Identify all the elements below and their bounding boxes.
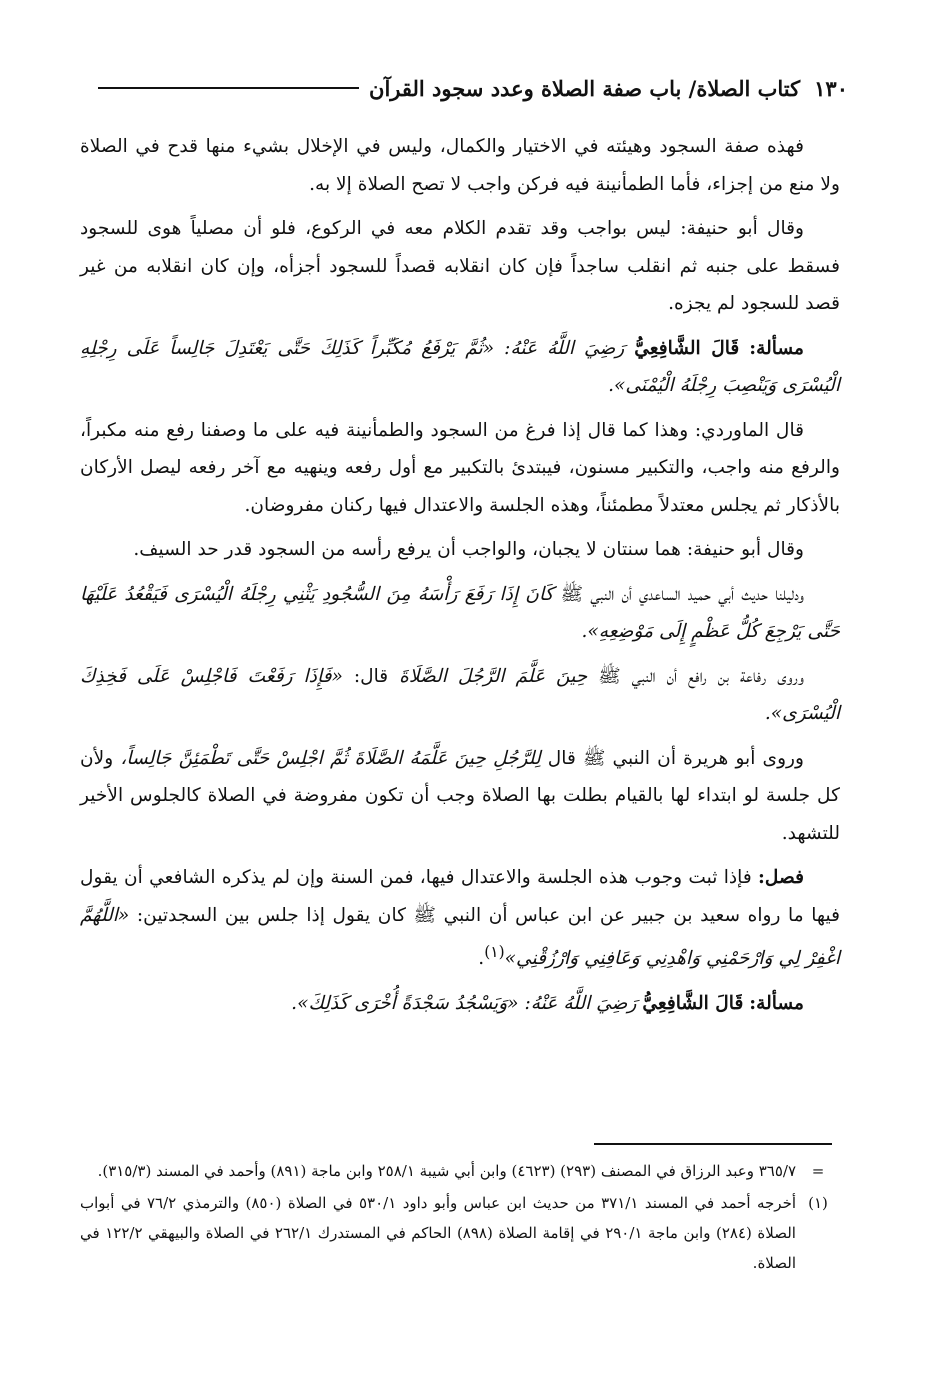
shafii-text: رَضِيَ اللَّهُ عَنْهُ: «ثُمَّ يَرْفَعُ مُكَبِّراً كَذَلِكَ حَتَّى يَعْتَدِلَ جَالِساً عَلَى رِجْلِهِ الْيُسْرَى وَيَنْصِبَ رِجْلَهُ الْيُمْنَى». xyxy=(80,337,840,396)
dua-quote: «اللَّهُمَّ اغْفِرْ لِي وَارْحَمْنِي وَاهْدِنِي وَعَافِنِي وَارْزُقْنِي» xyxy=(80,904,840,970)
footnote-mark: = xyxy=(811,1162,825,1180)
hadith-quote: لِلرَّجُلِ حِينَ عَلَّمَهُ الصَّلَاةَ ثُمَّ اجْلِسْ حَتَّى تَطْمَئِنَّ جَالِساً، xyxy=(120,747,541,769)
footnote-mark: (١) xyxy=(808,1194,828,1212)
shafii-text: رَضِيَ اللَّهُ عَنْهُ: «وَيَسْجُدُ سَجْدَةً أُخْرَى كَذَلِكَ». xyxy=(291,992,637,1014)
hadith-connector: قال: xyxy=(353,665,389,687)
hadith-intro: وروى رفاعة بن رافع أن النبي ﷺ xyxy=(598,665,804,687)
fasl-label: فصل: xyxy=(758,867,804,888)
hadith-quote-2: «فَإِذَا رَفَعْتَ فَاجْلِسْ عَلَى فَخِذِكَ الْيُسْرَى». xyxy=(80,665,840,724)
footnotes xyxy=(80,1156,840,1280)
paragraph-6 xyxy=(80,576,840,651)
hadith-intro: وروى أبو هريرة أن النبي ﷺ قال xyxy=(547,747,805,769)
paragraph-rest: ولأن كل جلسة لو ابتداء لها بالقيام بطلت بها الصلاة وجب أن تكون مفروضة في الصلاة كالجلوس الأخير للتشهد. xyxy=(80,747,840,844)
paragraph-10 xyxy=(80,985,840,1023)
speaker-shafii: قَالَ الشَّافِعِيُّ xyxy=(642,992,744,1014)
speaker-shafii: قَالَ الشَّافِعِيُّ xyxy=(634,337,740,359)
hadith-quote: حِينَ عَلَّمَ الرَّجُلَ الصَّلَاةَ xyxy=(399,665,588,687)
masala-label: مسألة: xyxy=(749,992,804,1014)
paragraph-4: قال الماوردي: وهذا كما قال إذا فرغ من السجود والطمأنينة فيه على ما وصفنا رفع منه مكبراً، والرفع منه واجب، والتكبير مسنون، فيبتدئ بالتكبير مع أول رفعه وينهيه مع آخر رفعه ليصل الأركان بالأذكار ثم يجلس معتدلاً مطمئناً، وهذه الجلسة والاعتدال فيها ركنان مفروضان. xyxy=(80,419,840,516)
running-header xyxy=(88,68,848,108)
paragraph-8 xyxy=(80,740,840,853)
paragraph-7 xyxy=(80,658,840,733)
paragraph-2: وقال أبو حنيفة: ليس بواجب وقد تقدم الكلام معه في الركوع، فلو أن مصلياً هوى للسجود فسقط على جنبه ثم انقلب ساجداً فإن كان انقلابه قصداً للسجود أجزأه، وإن كان انقلابه من غير قصد للسجود لم يجزه. xyxy=(80,218,840,314)
page-number: ١٣٠ xyxy=(814,75,848,101)
masala-label: مسألة: xyxy=(749,337,804,359)
footnote-rule xyxy=(594,1143,832,1145)
footnote-continuation xyxy=(80,1156,840,1186)
hadith-intro: ودليلنا حديث أبي حميد الساعدي أن النبي ﷺ xyxy=(560,583,804,605)
fasl-text: فإذا ثبت وجوب هذه الجلسة والاعتدال فيها، فمن السنة وإن لم يذكره الشافعي أن يقول فيها ما رواه سعيد بن جبير عن ابن عباس أن النبي ﷺ كان يقول إذا جلس بين السجدتين: xyxy=(80,867,841,926)
paragraph-5: وقال أبو حنيفة: هما سنتان لا يجبان، والواجب أن يرفع رأسه من السجود قدر حد السيف. xyxy=(133,539,804,560)
footnote-text: أخرجه أحمد في المسند ٣٧١/١ من حديث ابن عباس وأبو داود ٥٣٠/١ في الصلاة (٨٥٠) والترمذي ٧٦/٢ في أبواب الصلاة (٢٨٤) وابن ماجة ٢٩٠/١ في إقامة الصلاة (٨٩٨) الحاكم في المستدرك ٢٦٢/١ في الصلاة والبيهقي ١٢٢/٢ في الصلاة. xyxy=(80,1194,797,1272)
chapter-title: كتاب الصلاة/ باب صفة الصلاة وعدد سجود القرآن xyxy=(369,75,801,101)
header-rule xyxy=(98,87,359,89)
hadith-quote: كَانَ إِذَا رَفَعَ رَأْسَهُ مِنَ السُّجُودِ يَثْنِي رِجْلَهُ الْيُسْرَى فَيَقْعُدُ عَلَيْهَا حَتَّى يَرْجِعَ كُلُّ عَظْمٍ إِلَى مَوْضِعِهِ». xyxy=(80,583,840,642)
main-text xyxy=(80,128,840,1029)
paragraph-9: فصل: فإذا ثبت وجوب هذه الجلسة والاعتدال فيها، فمن السنة وإن لم يذكره الشافعي أن يقول فيها ما رواه سعيد بن جبير عن ابن عباس أن النبي ﷺ كان يقول إذا جلس بين السجدتين: «اللَّهُمَّ اغْفِرْ لِي وَارْحَمْنِي وَاهْدِنِي وَعَافِنِي وَارْزُقْنِي»$^{(١)}$. xyxy=(80,867,841,970)
paragraph-3 xyxy=(80,330,840,405)
footnote-text: ٣٦٥/٧ وعبد الرزاق في المصنف (٢٩٣) (٤٦٢٣) وابن أبي شيبة ٢٥٨/١ وابن ماجة (٨٩١) وأحمد في المسند (٣١٥/٣). xyxy=(97,1162,796,1180)
footnote-1 xyxy=(80,1188,840,1278)
paragraph-1: فهذه صفة السجود وهيئته في الاختيار والكمال، وليس في الإخلال بشيء منها قدح في الصلاة ولا منع من إجزاء، فأما الطمأنينة فيه فركن واجب لا تصح الصلاة إلا به. xyxy=(80,136,840,195)
footnote-ref: (١) xyxy=(484,943,505,961)
